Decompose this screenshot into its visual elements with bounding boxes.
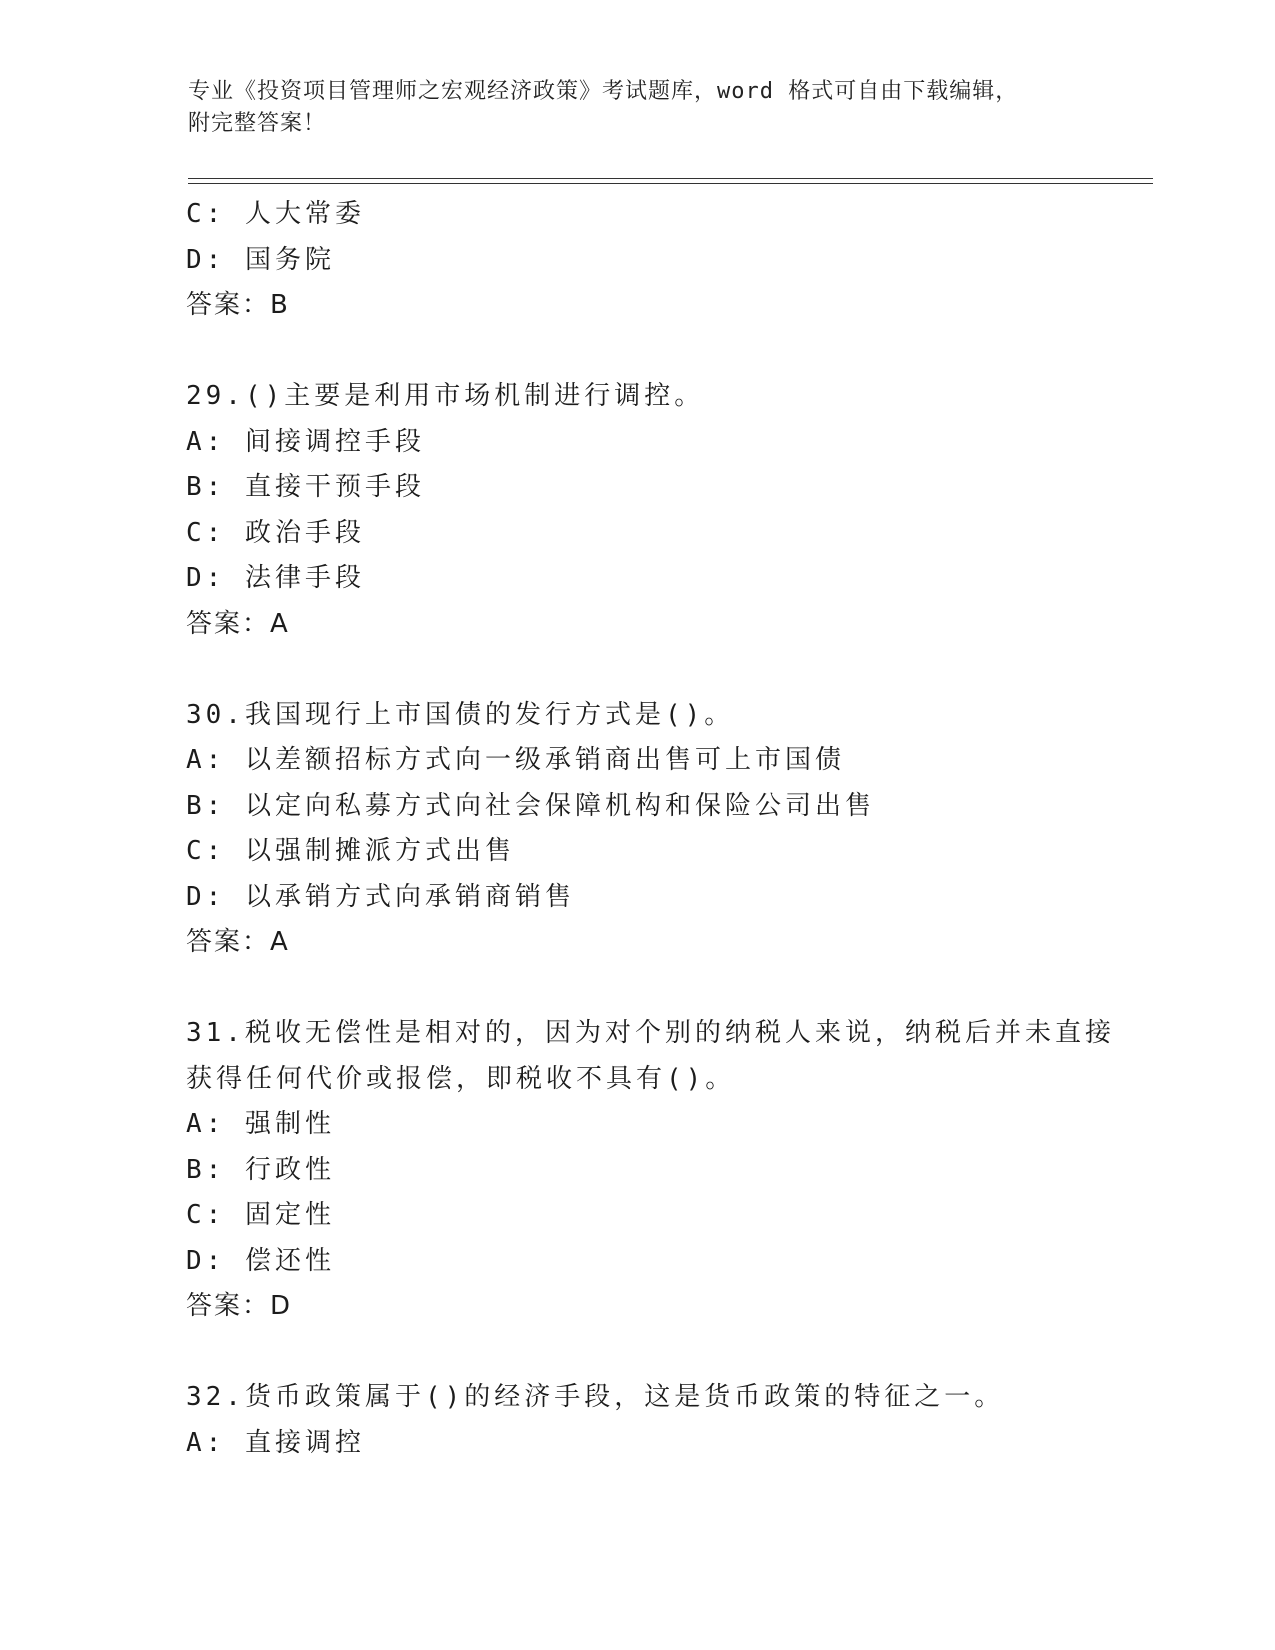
option-a: A: 间接调控手段 — [186, 426, 425, 457]
option-c: C: 以强制摊派方式出售 — [186, 836, 515, 866]
option-c: C: 人大常委 — [186, 199, 365, 229]
question-30 — [186, 693, 1146, 966]
question-stem: 31.税收无偿性是相对的，因为对个别的纳税人来说，纳税后并未直接 — [186, 1018, 1115, 1048]
document-header — [188, 76, 1088, 140]
option-b: B: 直接干预手段 — [186, 472, 425, 502]
header-divider-top — [188, 178, 1153, 179]
spacer — [186, 966, 1146, 1012]
question-stem: 30.我国现行上市国债的发行方式是()。 — [186, 699, 735, 730]
spacer — [186, 329, 1146, 375]
option-b: B: 以定向私募方式向社会保障机构和保险公司出售 — [186, 790, 875, 821]
option-d: D: 国务院 — [186, 244, 335, 275]
option-a: A: 以差额招标方式向一级承销商出售可上市国债 — [186, 745, 845, 775]
previous-question-tail — [186, 192, 1146, 329]
question-stem: 29.()主要是利用市场机制进行调控。 — [186, 381, 705, 411]
answer: 答案：A — [186, 927, 290, 957]
question-32 — [186, 1375, 1146, 1466]
header-line-2: 附完整答案！ — [188, 111, 327, 136]
answer: 答案：A — [186, 608, 290, 639]
option-a: A: 强制性 — [186, 1109, 335, 1139]
question-list — [186, 192, 1146, 1466]
option-b: B: 行政性 — [186, 1154, 335, 1185]
answer: 答案：B — [186, 290, 290, 320]
option-c: C: 政治手段 — [186, 517, 365, 548]
question-31 — [186, 1011, 1146, 1330]
option-c: C: 固定性 — [186, 1200, 335, 1230]
question-stem-continued: 获得任何代价或报偿，即税收不具有()。 — [186, 1063, 736, 1094]
option-d: D: 偿还性 — [186, 1245, 335, 1276]
spacer — [186, 1330, 1146, 1376]
answer: 答案：D — [186, 1291, 293, 1321]
spacer — [186, 647, 1146, 693]
option-a: A: 直接调控 — [186, 1427, 365, 1458]
header-line-1: 专业《投资项目管理师之宏观经济政策》考试题库，word 格式可自由下载编辑， — [188, 79, 1019, 104]
question-29 — [186, 374, 1146, 647]
question-stem: 32.货币政策属于()的经济手段，这是货币政策的特征之一。 — [186, 1382, 1005, 1412]
option-d: D: 以承销方式向承销商销售 — [186, 881, 575, 912]
option-d: D: 法律手段 — [186, 563, 365, 593]
header-divider-bottom — [188, 183, 1153, 184]
